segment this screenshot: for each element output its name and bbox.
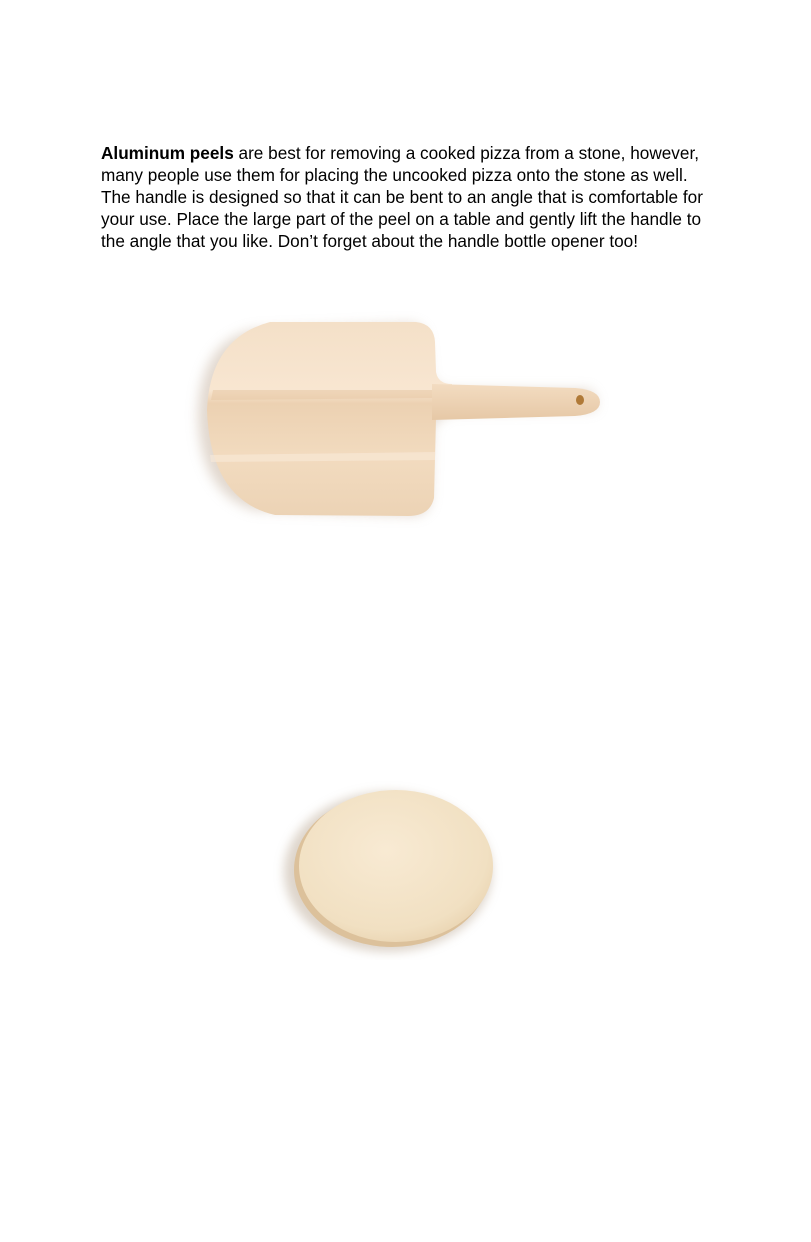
pizza-peel-image bbox=[180, 290, 620, 540]
peel-blade bbox=[207, 322, 452, 516]
description-paragraph bbox=[101, 142, 721, 252]
aluminum-peels-heading: Aluminum peels bbox=[101, 143, 234, 163]
description-body: are best for removing a cooked pizza from a stone, however, many people use them for placing the uncooked pizza onto the stone as well. The handle is designed so that it can be bent to an angle that is comfortable for your use. Place the large part of the peel on a table and gently lift the handle to the angle that you like. Don’t forget about the handle bottle opener too! bbox=[101, 143, 703, 251]
peel-handle bbox=[432, 384, 600, 420]
pizza-stone-image bbox=[270, 770, 520, 960]
handle-hole-icon bbox=[576, 395, 584, 405]
stone-face bbox=[299, 790, 493, 942]
